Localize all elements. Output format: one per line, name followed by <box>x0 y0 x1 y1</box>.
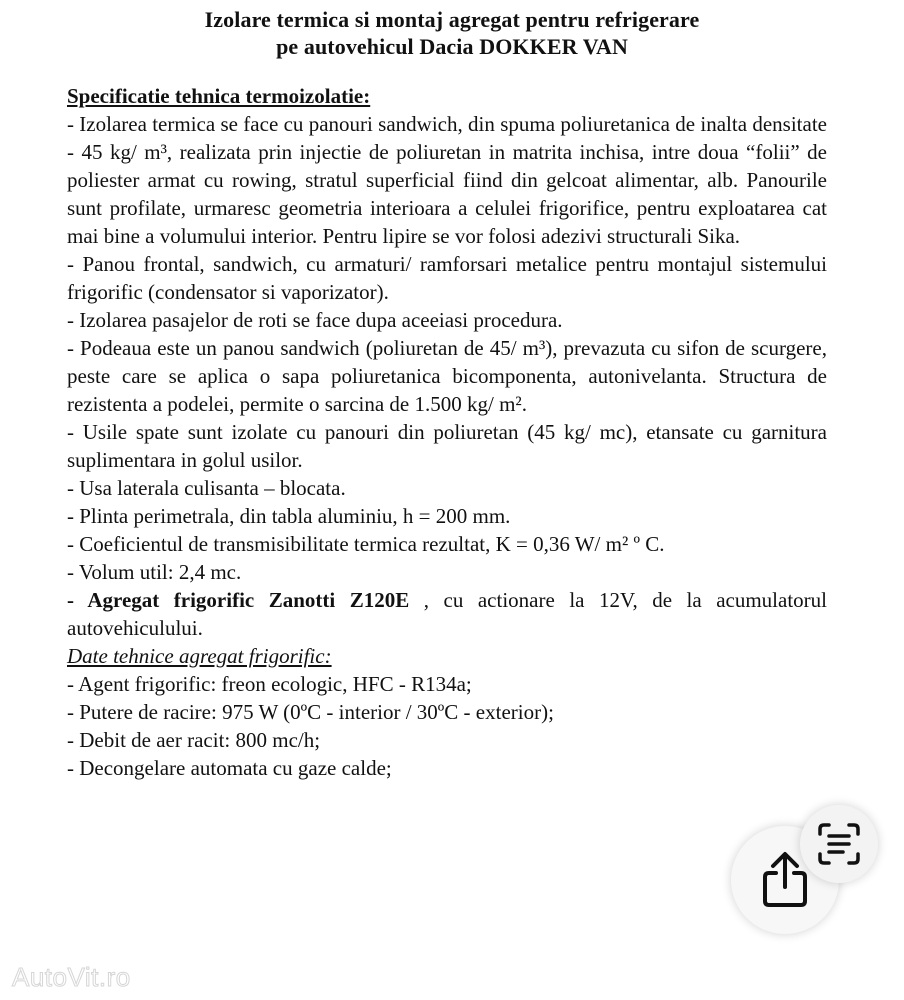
paragraph: - Coeficientul de transmisibilitate termica rezultat, K = 0,36 W/ m² º C. <box>67 532 665 556</box>
paragraph: - Plinta perimetrala, din tabla aluminiu, h = 200 mm. <box>67 504 511 528</box>
section-heading: Specificatie tehnica termoizolatie: <box>67 84 371 108</box>
title-line-2: pe autovehicul Dacia DOKKER VAN <box>276 34 628 59</box>
paragraph: - Usile spate sunt izolate cu panouri din poliuretan (45 kg/ mc), etansate cu garnitura suplimentara in golul usilor. <box>67 420 827 472</box>
title-line-1: Izolare termica si montaj agregat pentru refrigerare <box>204 7 700 32</box>
unit-name: - Agregat frigorific Zanotti Z120E <box>67 588 410 612</box>
spec-item: - Decongelare automata cu gaze calde; <box>67 756 392 780</box>
watermark: AutoVit.ro <box>12 962 131 992</box>
document-title <box>0 6 904 60</box>
refrigeration-unit-paragraph <box>67 586 827 642</box>
spec-item: - Putere de racire: 975 W (0ºC - interior / 30ºC - exterior); <box>67 700 554 724</box>
subheading: Date tehnice agregat frigorific: <box>67 644 332 668</box>
paragraph: - Izolarea pasajelor de roti se face dupa aceeiasi procedura. <box>67 308 563 332</box>
paragraph: - Volum util: 2,4 mc. <box>67 560 242 584</box>
paragraph: - Usa laterala culisanta – blocata. <box>67 476 346 500</box>
paragraph: - Podeaua este un panou sandwich (poliuretan de 45/ m³), prevazuta cu sifon de scurgere, peste care se aplica o sapa poliuretanica bicomponenta, autonivelanta. Structura de rezistenta a podelei, permite o sarcina de 1.500 kg/ m². <box>67 336 827 416</box>
spec-item: - Agent frigorific: freon ecologic, HFC - R134a; <box>67 672 472 696</box>
document-body <box>67 82 827 782</box>
live-text-icon <box>816 821 862 867</box>
paragraph: - Izolarea termica se face cu panouri sandwich, din spuma poliuretanica de inalta densitate - 45 kg/ m³, realizata prin injectie de poliuretan in matrita inchisa, intre doua “folii” de poliester armat cu rowing, stratul superficial fiind din gelcoat alimentar, alb. Panourile sunt profilate, urmaresc geometria interioara a celulei frigorifice, pentru exploatarea cat mai bine a volumului interior. Pentru lipire se vor folosi adezivi structurali Sika. <box>67 112 827 248</box>
unit-description: , cu actionare la 12V, de la acumulatorul autovehiculului. <box>67 588 827 640</box>
live-text-button[interactable] <box>800 805 878 883</box>
paragraph: - Panou frontal, sandwich, cu armaturi/ ramforsari metalice pentru montajul sistemului frigorific (condensator si vaporizator). <box>67 252 827 304</box>
spec-item: - Debit de aer racit: 800 mc/h; <box>67 728 321 752</box>
